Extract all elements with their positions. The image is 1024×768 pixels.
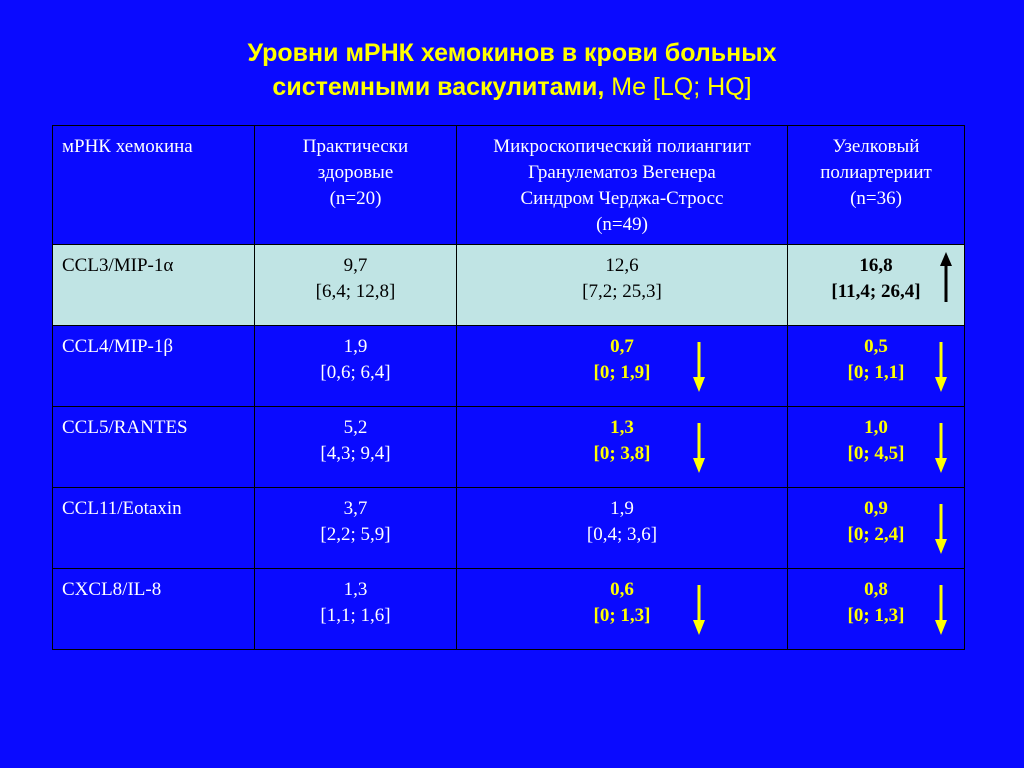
mpa-cell: 0,6 [0; 1,3] — [457, 569, 788, 650]
healthy-cell: 1,3 [1,1; 1,6] — [255, 569, 457, 650]
arrow-down-icon — [934, 503, 948, 555]
pan-cell: 0,9 [0; 2,4] — [788, 488, 965, 569]
healthy-cell: 5,2 [4,3; 9,4] — [255, 407, 457, 488]
table-row — [53, 569, 965, 650]
healthy-cell: 1,9 [0,6; 6,4] — [255, 326, 457, 407]
arrow-down-icon — [692, 341, 706, 393]
title-line-1: Уровни мРНК хемокинов в крови больных — [247, 39, 777, 67]
table-row — [53, 245, 965, 326]
pan-cell: 0,5 [0; 1,1] — [788, 326, 965, 407]
pan-cell: 16,8 [11,4; 26,4] — [788, 245, 965, 326]
mpa-cell: 1,9 [0,4; 3,6] — [457, 488, 788, 569]
healthy-cell: 3,7 [2,2; 5,9] — [255, 488, 457, 569]
arrow-down-icon — [692, 422, 706, 474]
pan-cell: 0,8 [0; 1,3] — [788, 569, 965, 650]
pan-cell: 1,0 [0; 4,5] — [788, 407, 965, 488]
chemokine-name: CXCL8/IL-8 — [53, 569, 255, 650]
arrow-down-icon — [934, 584, 948, 636]
title-line-2: системными васкулитами, Me [LQ; HQ] — [272, 73, 752, 101]
mpa-cell: 12,6 [7,2; 25,3] — [457, 245, 788, 326]
arrow-down-icon — [934, 341, 948, 393]
table-row — [53, 326, 965, 407]
arrow-down-icon — [692, 584, 706, 636]
table-row — [53, 488, 965, 569]
mpa-cell: 0,7 [0; 1,9] — [457, 326, 788, 407]
chemokine-name: CCL4/MIP-1β — [53, 326, 255, 407]
arrow-down-icon — [934, 422, 948, 474]
header-pan: Узелковый полиартериит (n=36) — [788, 126, 965, 245]
table-header-row — [53, 126, 965, 245]
table-row — [53, 407, 965, 488]
slide-title — [0, 36, 1024, 104]
chemokine-name: CCL3/MIP-1α — [53, 245, 255, 326]
header-mpa-group: Микроскопический полиангиит Гранулематоз Вегенера Синдром Черджа-Стросс (n=49) — [457, 126, 788, 245]
chemokine-table — [52, 125, 965, 650]
chemokine-name: CCL5/RANTES — [53, 407, 255, 488]
header-chemokine: мРНК хемокина — [53, 126, 255, 245]
header-healthy: Практически здоровые (n=20) — [255, 126, 457, 245]
chemokine-name: CCL11/Eotaxin — [53, 488, 255, 569]
arrow-up-icon — [939, 251, 953, 303]
mpa-cell: 1,3 [0; 3,8] — [457, 407, 788, 488]
healthy-cell: 9,7 [6,4; 12,8] — [255, 245, 457, 326]
